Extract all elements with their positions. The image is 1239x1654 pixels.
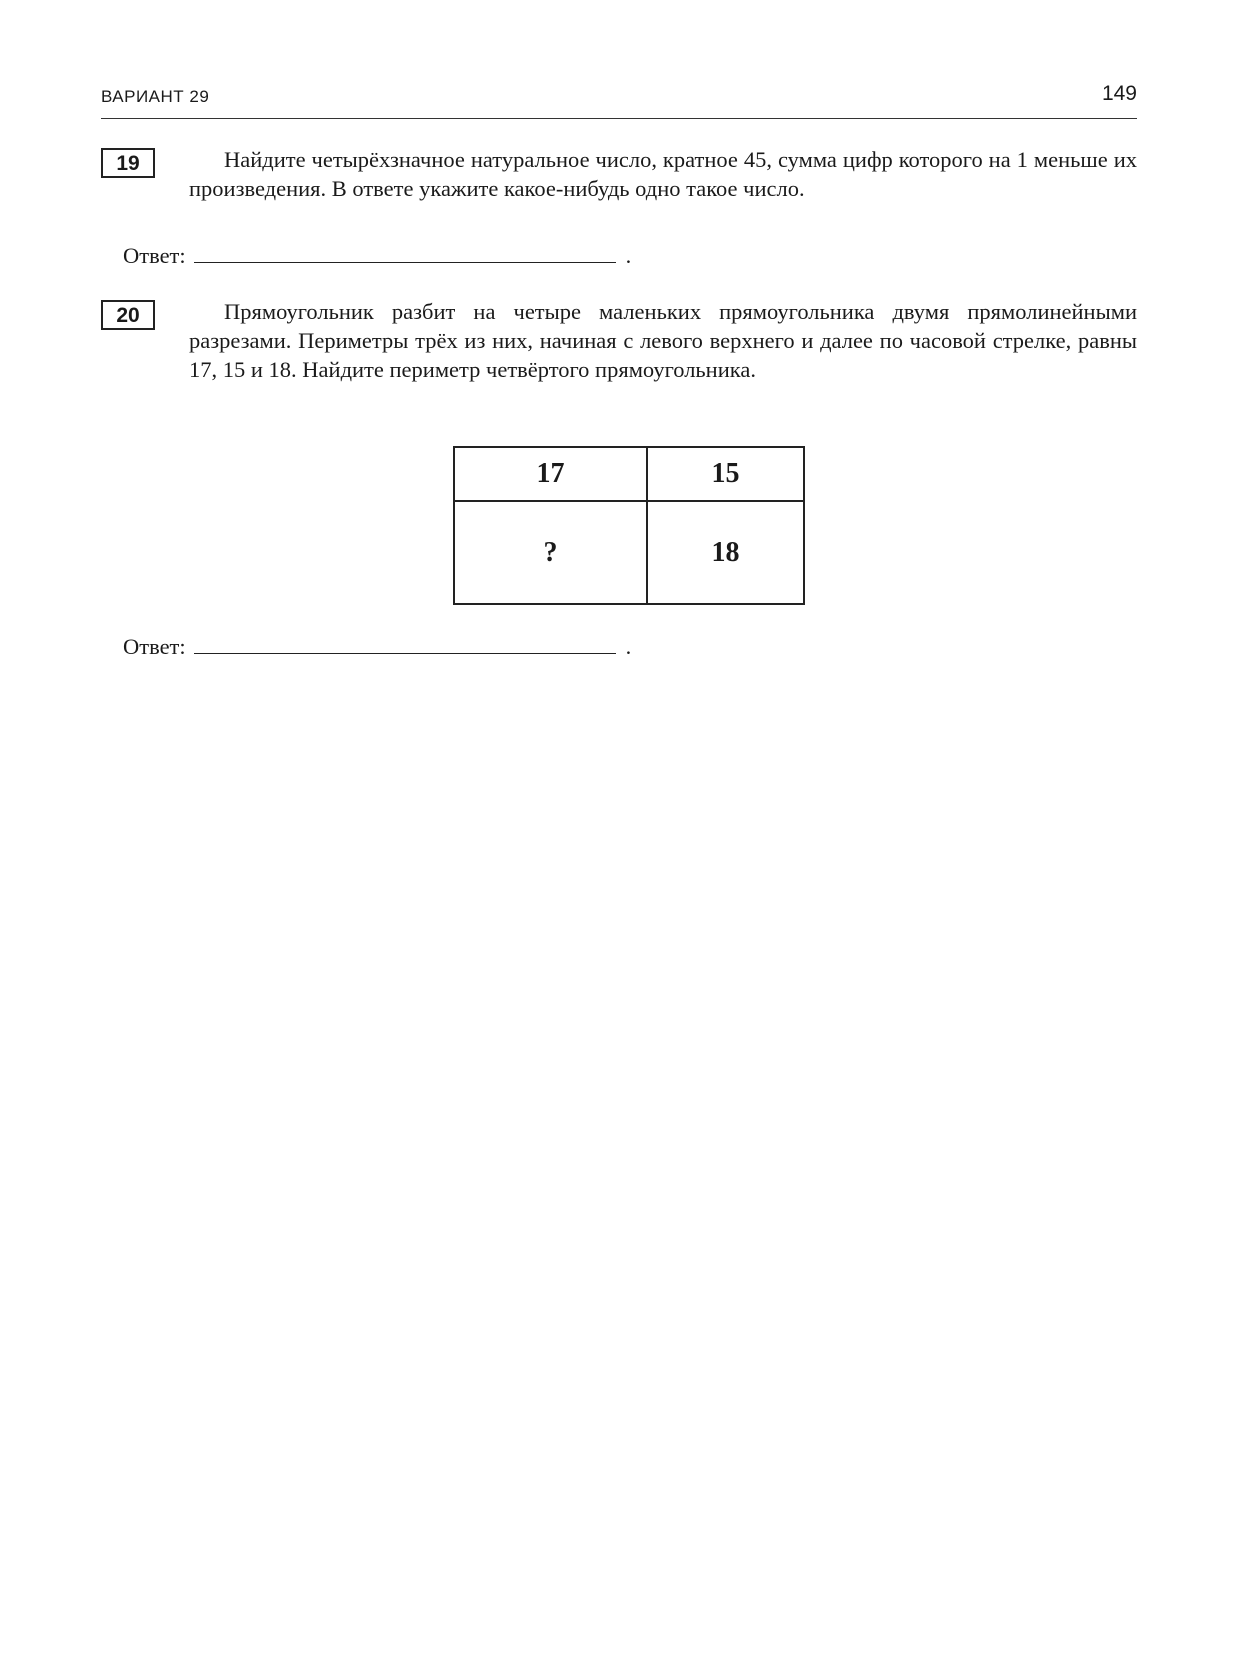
answer-20 — [123, 634, 631, 660]
task-text: Прямоугольник разбит на четыре маленьких прямоугольника двумя прямолинейными разрезами. Периметры трёх из них, начиная с левого верхнего и далее по часовой стрелке, равны 17, 15 и 18. Найдите периметр четвёртого прямоугольника. — [189, 299, 1137, 382]
answer-19 — [123, 243, 631, 269]
cell-bottom-left: ? — [454, 501, 647, 604]
cell-bottom-right: 18 — [647, 501, 804, 604]
variant-title: ВАРИАНТ 29 — [101, 87, 210, 106]
answer-end: . — [625, 243, 632, 268]
answer-field[interactable] — [194, 635, 616, 654]
answer-end: . — [625, 634, 632, 659]
cell-top-left: 17 — [454, 447, 647, 501]
answer-field[interactable] — [194, 244, 616, 263]
page-number: 149 — [1101, 82, 1137, 105]
task-text: Найдите четырёхзначное натуральное число, кратное 45, сумма цифр которого на 1 меньше их произведения. В ответе укажите какое-нибудь одно такое число. — [189, 147, 1137, 201]
cell-top-right: 15 — [647, 447, 804, 501]
task-number-badge: 20 — [101, 300, 155, 330]
answer-label: Ответ: — [123, 634, 186, 659]
answer-label: Ответ: — [123, 243, 186, 268]
task-number-badge: 19 — [101, 148, 155, 178]
page-header — [101, 80, 1137, 119]
rectangle-figure — [453, 446, 805, 605]
